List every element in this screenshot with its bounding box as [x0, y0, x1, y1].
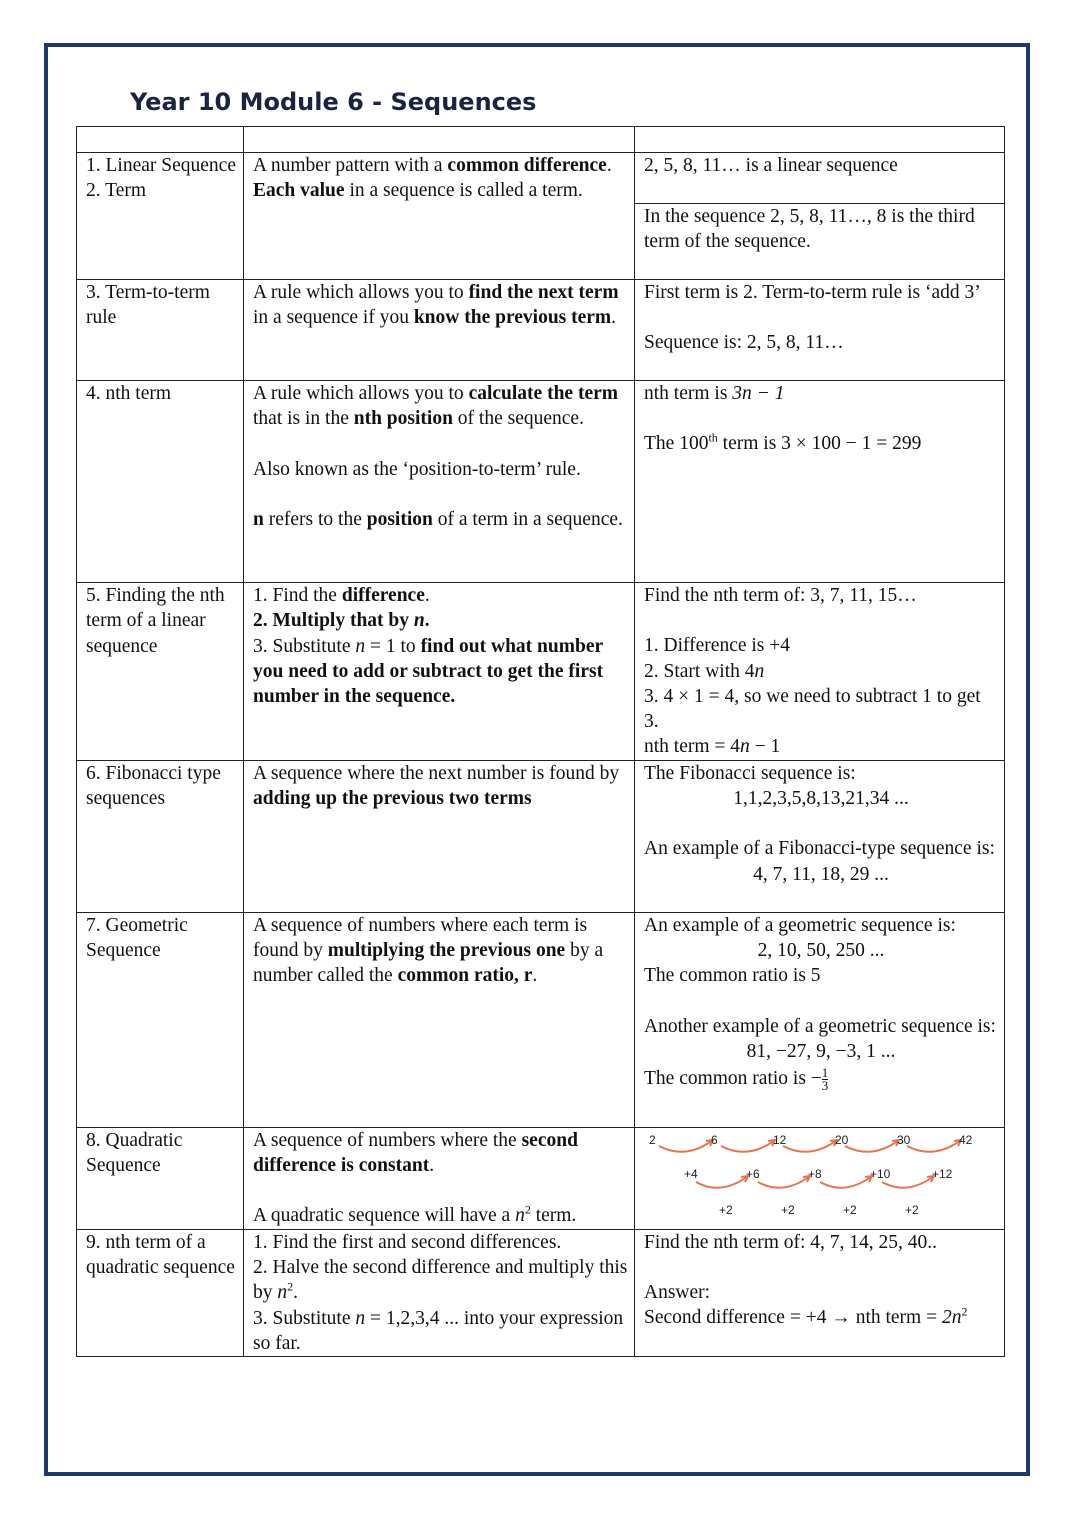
table-row — [77, 583, 1005, 761]
example-linear: 2, 5, 8, 11… is a linear sequence — [635, 153, 1004, 204]
table-row — [77, 1229, 1005, 1356]
table-row — [77, 153, 1005, 280]
geometric-ratio-2: The common ratio is − $\frac{1}{3}$ — [644, 1065, 829, 1094]
key-term-fibonacci: 6. Fibonacci type sequences — [86, 762, 221, 810]
definition-nth-term: A rule which allows you to calculate the term that is in the nth position of the sequence. — [253, 383, 618, 430]
difference-arrow — [783, 1140, 837, 1152]
first-difference: +12 — [932, 1166, 953, 1181]
definition-geometric: A sequence of numbers where each term is found by multiplying the previous one by a number called the common ratio, r. — [253, 914, 604, 987]
definition-quadratic: A sequence of numbers where the second difference is constant. — [253, 1129, 578, 1177]
finding-example-step-3: 3. 4 × 1 = 4, so we need to subtract 1 to get 3. — [644, 685, 981, 733]
key-term-quadratic: 8. Quadratic Sequence — [86, 1129, 183, 1177]
finding-example-question: Find the nth term of: 3, 7, 11, 15… — [644, 585, 917, 606]
table-row — [77, 280, 1005, 381]
table-row — [77, 912, 1005, 1127]
fibonacci-example-intro: The Fibonacci sequence is: — [644, 762, 856, 784]
quadratic-term: 42 — [959, 1132, 973, 1147]
difference-arrow — [907, 1140, 961, 1152]
quadratic-example-answer-label: Answer: — [644, 1282, 711, 1304]
finding-example-step-2: 2. Start with 4n — [644, 660, 765, 682]
second-difference: +2 — [719, 1202, 733, 1217]
finding-step-3: 3. Substitute n = 1 to find out what number you need to add or subtract to get the first number in the sequence. — [253, 635, 604, 708]
table-row — [77, 381, 1005, 583]
quadratic-term: 12 — [773, 1132, 787, 1147]
definition-fibonacci: A sequence where the next number is found by adding up the previous two terms — [253, 762, 620, 810]
quadratic-differences-diagram — [639, 1128, 1000, 1217]
difference-arrow — [696, 1176, 748, 1188]
table-row — [77, 1127, 1005, 1229]
geometric-example-intro: An example of a geometric sequence is: — [644, 914, 956, 936]
fibonacci-type-sequence: 4, 7, 11, 18, 29 ... — [753, 863, 889, 885]
quadratic-step-2: 2. Halve the second difference and multiply this by $n^2$. — [253, 1257, 628, 1304]
quadratic-example-question: Find the nth term of: 4, 7, 14, 25, 40.. — [644, 1231, 938, 1253]
quadratic-step-3: 3. Substitute n = 1,2,3,4 ... into your expression so far. — [253, 1307, 624, 1354]
quadratic-example-answer: Second difference = +4 → nth term = $2n^2$ — [644, 1304, 968, 1329]
definition-linear: A number pattern with a common difference. — [253, 155, 612, 176]
definition-nth-term-n: n refers to the position of a term in a sequence. — [253, 508, 623, 530]
example-term-to-term: First term is 2. Term-to-term rule is ‘add 3’ — [644, 282, 981, 303]
definition-nth-term-alias: Also known as the ‘position-to-term’ rule. — [253, 458, 581, 480]
definition-term-to-term: A rule which allows you to find the next term in a sequence if you know the previous term. — [253, 282, 619, 329]
example-term: In the sequence 2, 5, 8, 11…, 8 is the third term of the sequence. — [644, 206, 975, 253]
definition-quadratic-term: A quadratic sequence will have a $n^2$ term. — [253, 1202, 577, 1227]
key-term-term: 2. Term — [86, 180, 147, 202]
key-term-quadratic-nth: 9. nth term of a quadratic sequence — [86, 1231, 235, 1279]
first-difference: +4 — [684, 1166, 698, 1181]
first-difference: +6 — [746, 1166, 760, 1181]
difference-arrow — [758, 1176, 810, 1188]
quadratic-term: 6 — [711, 1132, 718, 1147]
quadratic-step-1: 1. Find the first and second differences. — [253, 1231, 562, 1253]
example-term-to-term-sequence: Sequence is: 2, 5, 8, 11… — [644, 332, 844, 354]
page-title: Year 10 Module 6 - Sequences — [130, 88, 537, 116]
quadratic-term: 30 — [897, 1132, 911, 1147]
example-nth-term: nth term is 3n − 1 — [644, 383, 785, 404]
second-difference: +2 — [843, 1202, 857, 1217]
quadratic-term: 20 — [835, 1132, 849, 1147]
difference-arrow — [721, 1140, 775, 1152]
key-term-linear: 1. Linear Sequence — [86, 155, 236, 176]
key-term-geometric: 7. Geometric Sequence — [86, 914, 188, 962]
finding-example-answer: nth term = 4n − 1 — [644, 736, 781, 758]
geometric-sequence-2: 81, −27, 9, −3, 1 ... — [746, 1040, 896, 1062]
example-100th-term: The 100th term is 3 × 100 − 1 = 299 — [644, 430, 922, 455]
difference-arrow — [820, 1176, 872, 1188]
geometric-sequence-1: 2, 10, 50, 250 ... — [757, 940, 885, 962]
first-difference: +8 — [808, 1166, 822, 1181]
second-difference: +2 — [905, 1202, 919, 1217]
geometric-example-2-intro: Another example of a geometric sequence is: — [644, 1015, 996, 1037]
quadratic-term: 2 — [649, 1132, 656, 1147]
table-row — [77, 760, 1005, 912]
geometric-ratio-1: The common ratio is 5 — [644, 965, 821, 987]
finding-step-2: 2. Multiply that by n. — [253, 610, 430, 632]
key-term-term-to-term: 3. Term-to-term rule — [86, 282, 210, 329]
key-term-finding-nth: 5. Finding the nth term of a linear sequence — [86, 585, 225, 657]
second-difference: +2 — [781, 1202, 795, 1217]
header-row — [77, 127, 1005, 153]
fibonacci-type-intro: An example of a Fibonacci-type sequence is: — [644, 838, 995, 860]
knowledge-table — [76, 126, 1005, 1357]
finding-step-1: 1. Find the difference. — [253, 585, 430, 606]
key-term-nth-term: 4. nth term — [86, 383, 172, 404]
first-difference: +10 — [870, 1166, 891, 1181]
finding-example-step-1: 1. Difference is +4 — [644, 635, 791, 657]
definition-term: Each value in a sequence is called a term. — [253, 180, 583, 202]
difference-arrow — [845, 1140, 899, 1152]
fibonacci-sequence: 1,1,2,3,5,8,13,21,34 ... — [733, 788, 909, 810]
difference-arrow — [659, 1140, 713, 1152]
